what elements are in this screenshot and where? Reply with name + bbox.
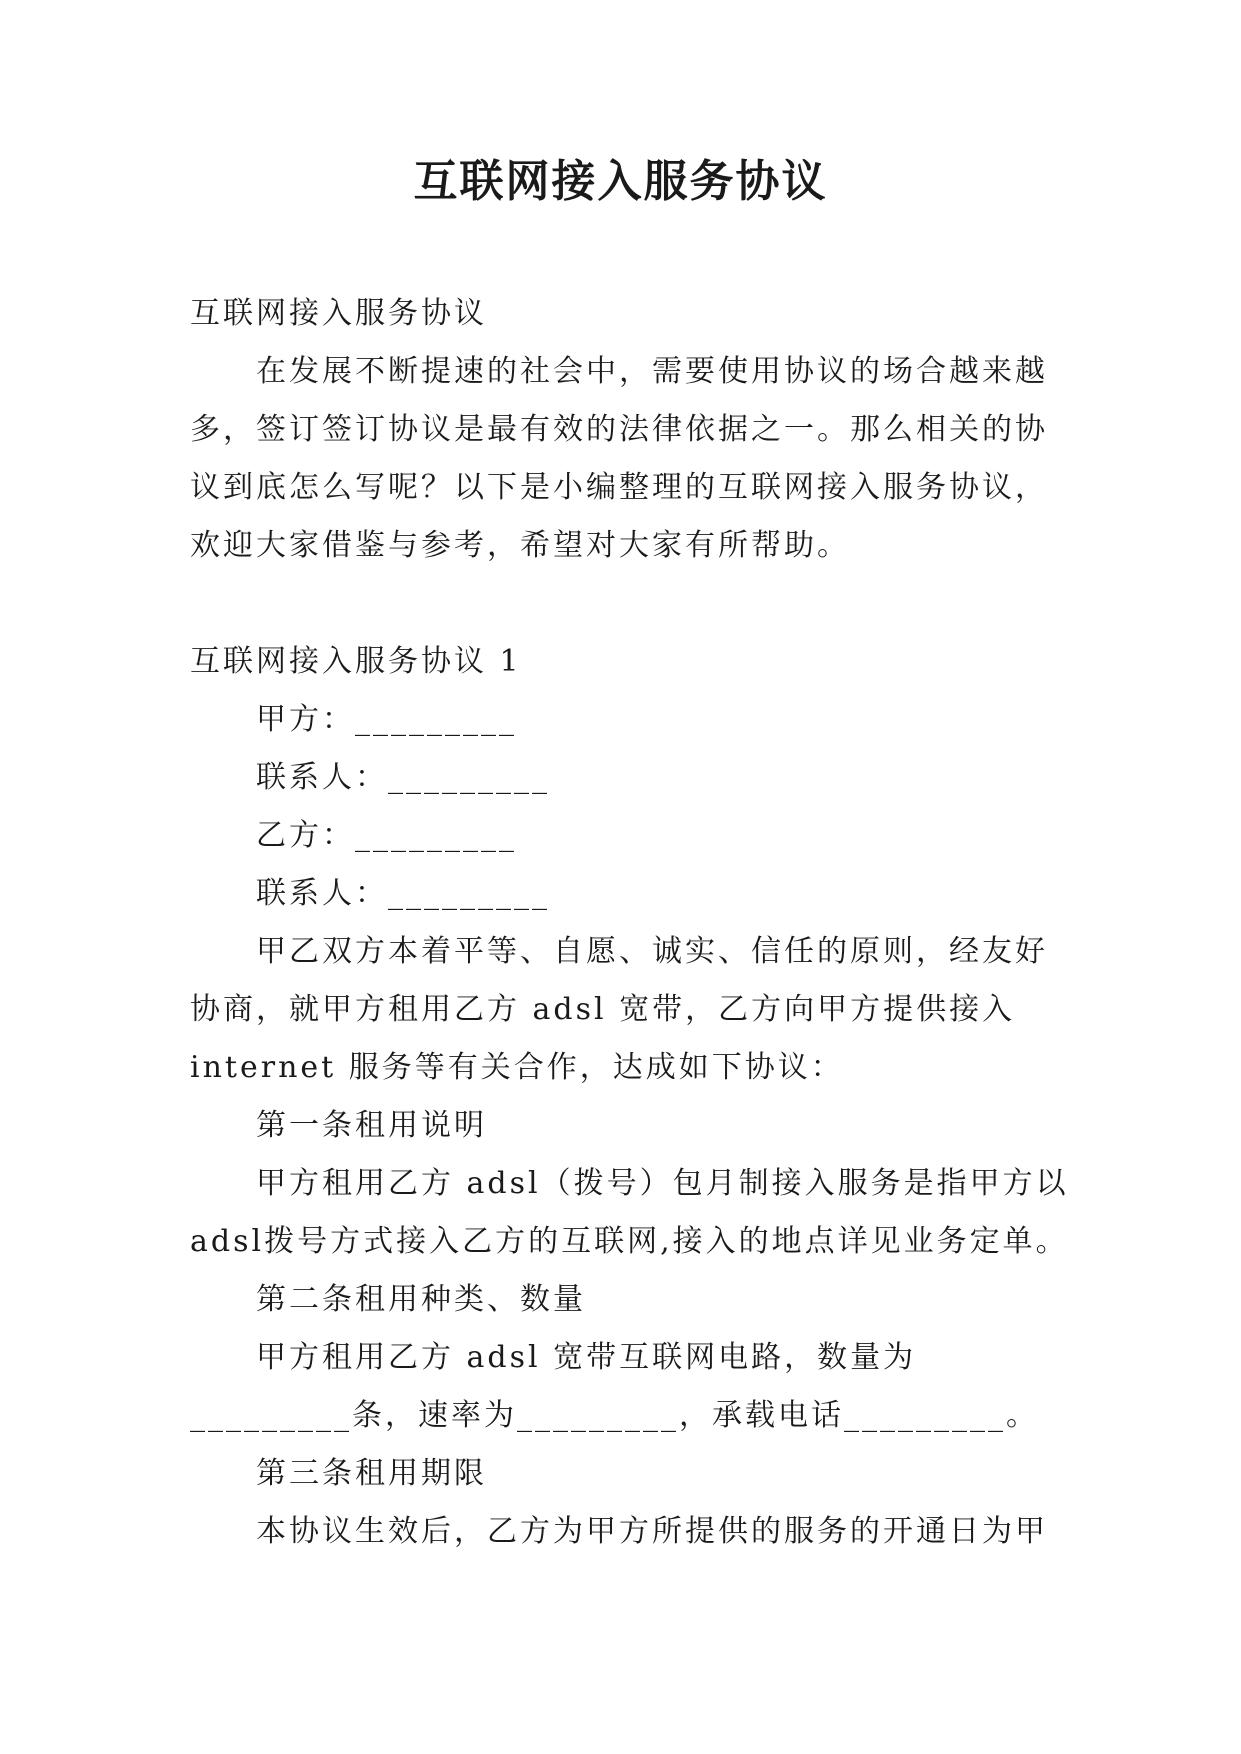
article-2-body: 甲方租用乙方 adsl 宽带互联网电路，数量为_________条，速率为_________，承载电话_________。 — [190, 1340, 1039, 1433]
party-b-line: 乙方：_________ — [256, 818, 517, 853]
document-body — [190, 285, 1070, 1561]
party-a-contact-line: 联系人：_________ — [256, 760, 550, 795]
article-1-body: 甲方租用乙方 adsl（拨号）包月制接入服务是指甲方以adsl拨号方式接入乙方的互联网,接入的地点详见业务定单。 — [190, 1166, 1069, 1259]
paragraph-spacer — [190, 575, 1070, 633]
section-heading: 互联网接入服务协议 1 — [190, 644, 522, 679]
article-3-title: 第三条租用期限 — [256, 1456, 487, 1491]
intro-paragraph: 在发展不断提速的社会中，需要使用协议的场合越来越多，签订签订协议是最有效的法律依据之一。那么相关的协议到底怎么写呢？以下是小编整理的互联网接入服务协议，欢迎大家借鉴与参考，希望对大家有所帮助。 — [190, 354, 1048, 563]
article-2-title: 第二条租用种类、数量 — [256, 1282, 586, 1317]
document-title: 互联网接入服务协议 — [413, 156, 828, 207]
article-1-title: 第一条租用说明 — [256, 1108, 487, 1143]
article-3-body: 本协议生效后，乙方为甲方所提供的服务的开通日为甲 — [256, 1514, 1048, 1549]
document-subtitle: 互联网接入服务协议 — [190, 296, 487, 331]
party-b-contact-line: 联系人：_________ — [256, 876, 550, 911]
party-a-line: 甲方：_________ — [256, 702, 517, 737]
preamble-paragraph: 甲乙双方本着平等、自愿、诚实、信任的原则，经友好协商，就甲方租用乙方 adsl 宽带，乙方向甲方提供接入internet 服务等有关合作，达成如下协议： — [190, 934, 1048, 1085]
